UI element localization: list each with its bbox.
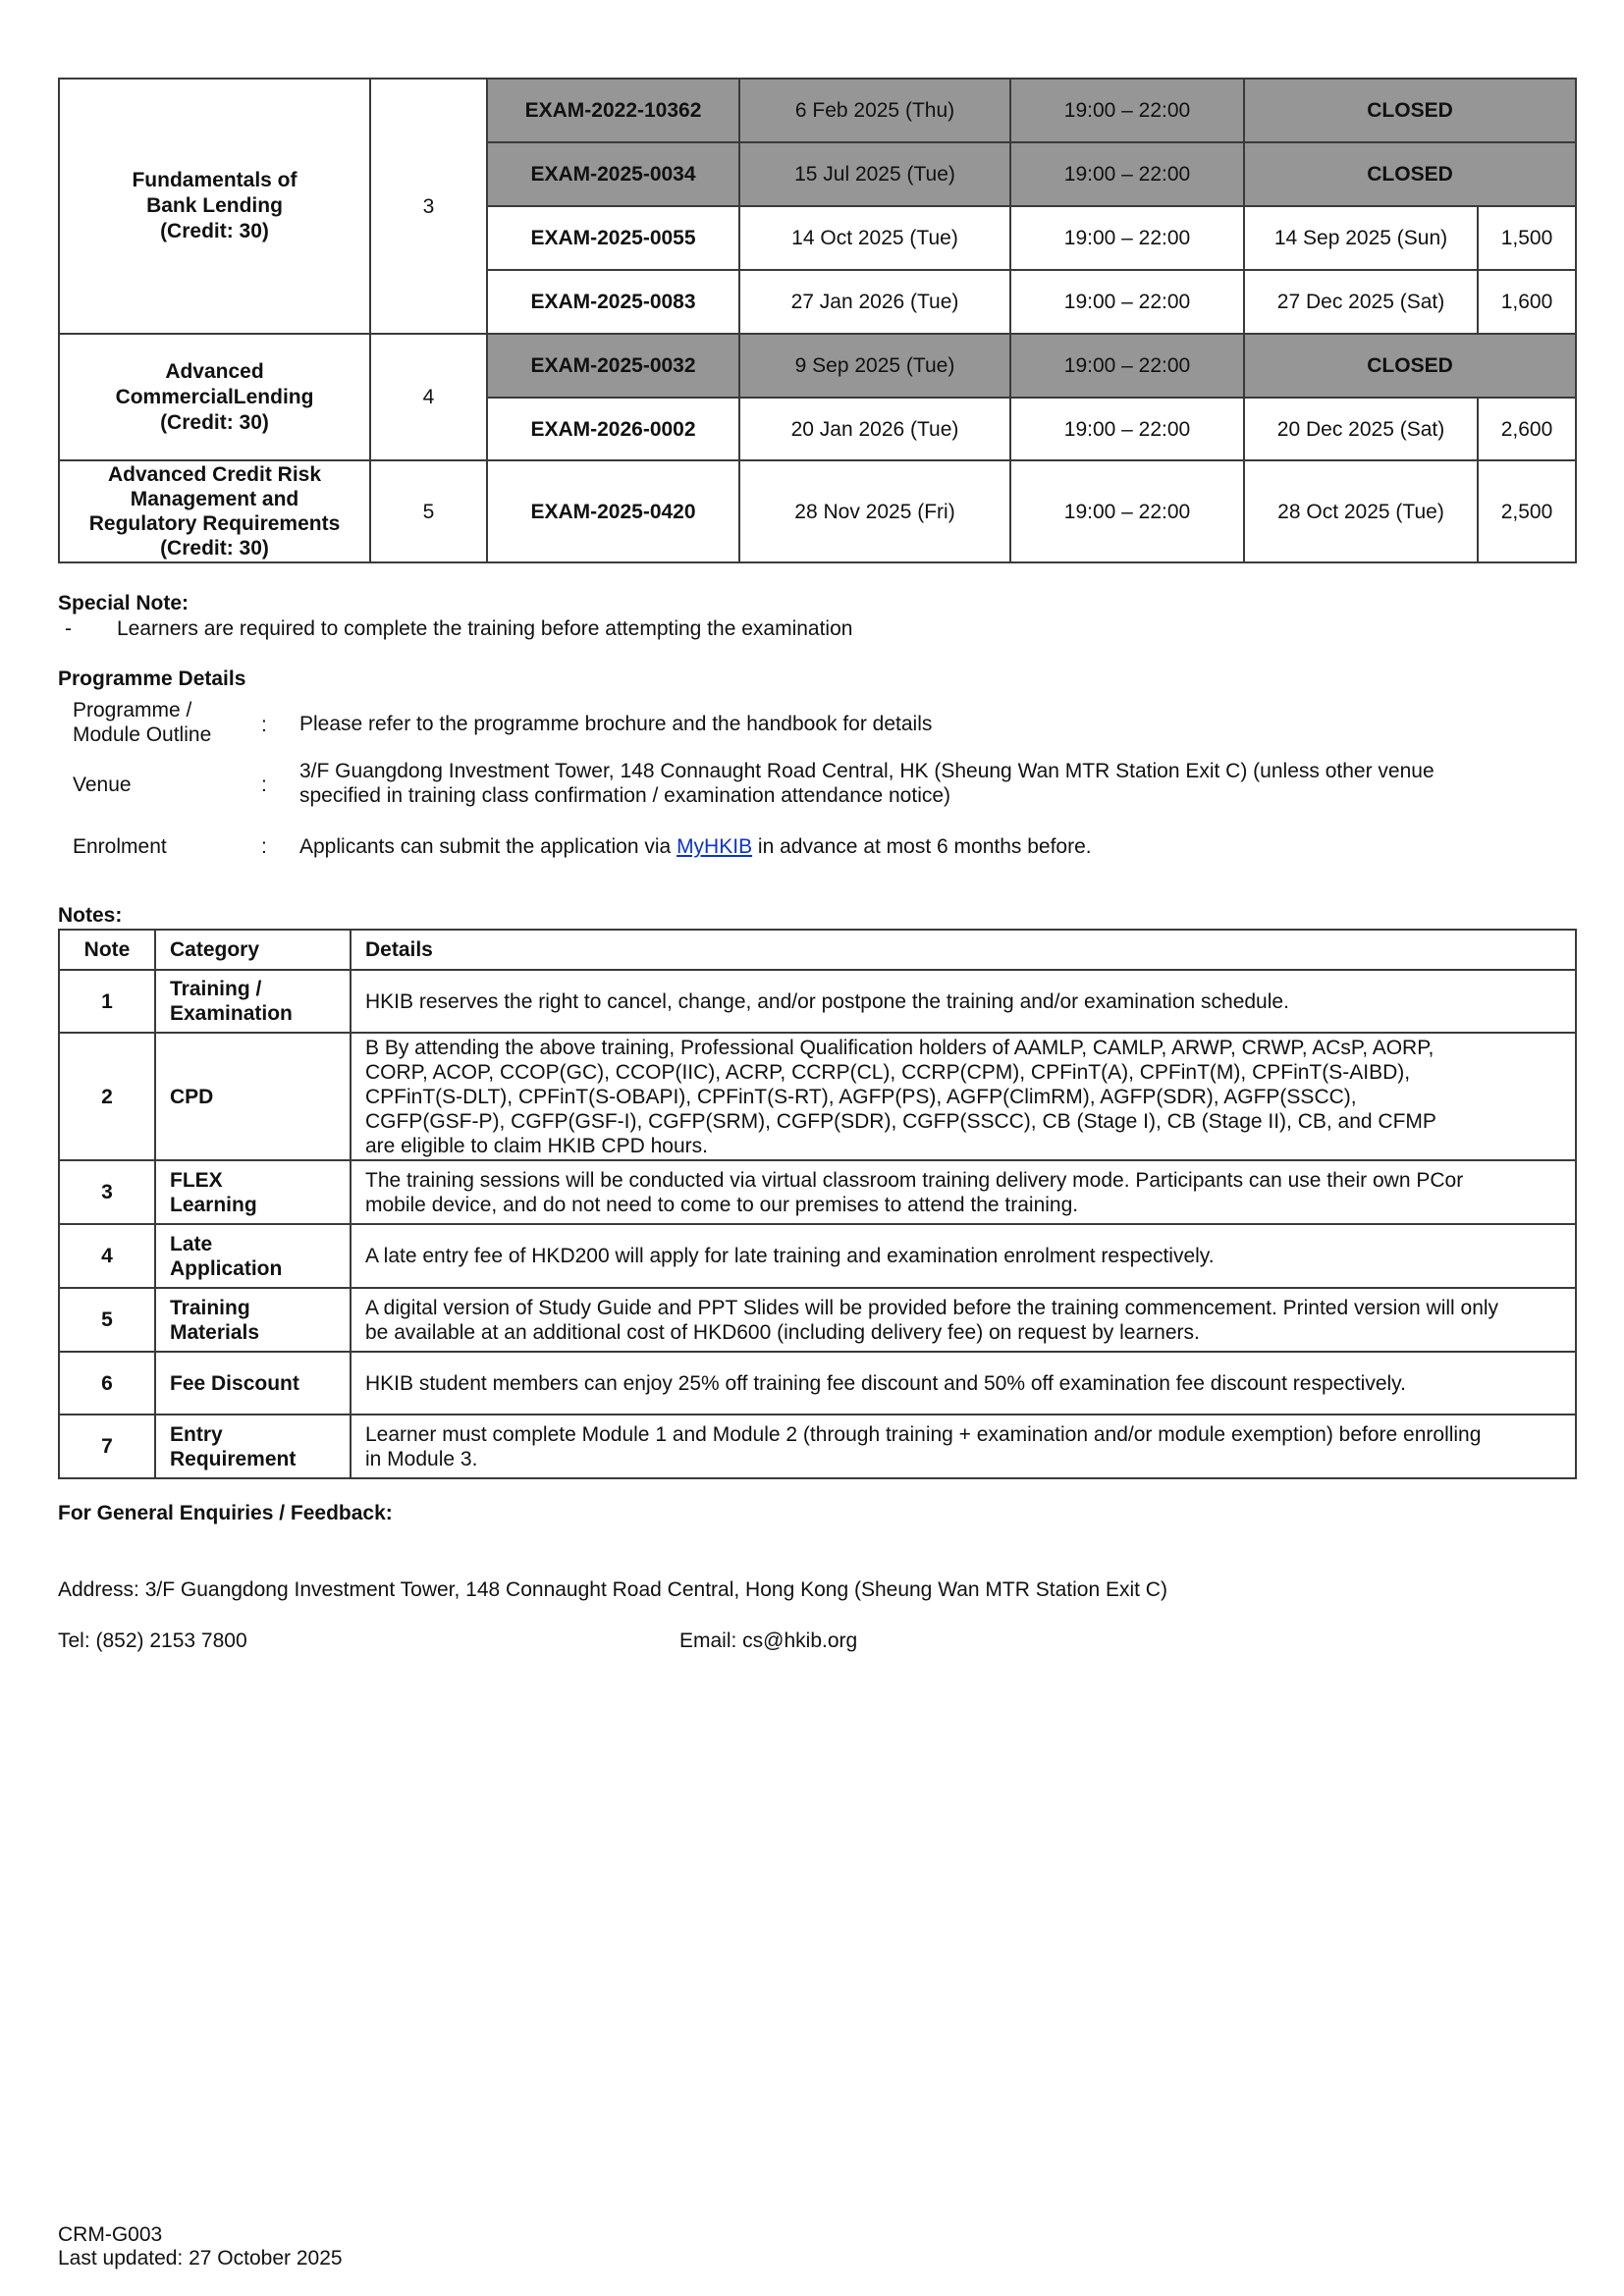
note-row	[59, 1224, 1576, 1288]
special-note-title: Special Note:	[58, 592, 189, 614]
exam-code: EXAM-2025-0034	[487, 142, 739, 206]
note-category: CPD	[155, 1033, 351, 1160]
note-category	[155, 1415, 351, 1478]
header-category: Category	[155, 930, 351, 970]
note-row	[59, 1352, 1576, 1415]
exam-fee: 2,500	[1478, 460, 1576, 562]
exam-date: 20 Jan 2026 (Tue)	[739, 398, 1010, 460]
outline-label-line: Programme /	[73, 699, 192, 721]
notes-title: Notes:	[58, 904, 123, 927]
exam-time: 19:00 – 22:00	[1010, 398, 1244, 460]
note-row	[59, 1160, 1576, 1224]
exam-time: 19:00 – 22:00	[1010, 142, 1244, 206]
exam-code: EXAM-2022-10362	[487, 79, 739, 142]
details-line: mobile device, and do not need to come to our premises to attend the training.	[365, 1193, 1079, 1216]
note-number: 1	[59, 970, 155, 1033]
note-category	[155, 1224, 351, 1288]
category-line: Entry	[170, 1422, 223, 1446]
header-note: Note	[59, 930, 155, 970]
outline-label-line: Module Outline	[73, 723, 212, 746]
category-line: Late	[170, 1232, 213, 1255]
enrolment-text: Applicants can submit the application via	[299, 835, 677, 858]
exam-row	[59, 334, 1576, 398]
notes-table	[58, 929, 1577, 1479]
document-code: CRM-G003	[58, 2223, 163, 2246]
venue-separator: :	[261, 774, 267, 796]
module-name-line: Regulatory Requirements	[88, 512, 341, 535]
category-line: Application	[170, 1256, 283, 1280]
exam-date: 28 Nov 2025 (Fri)	[739, 460, 1010, 562]
application-deadline: 28 Oct 2025 (Tue)	[1244, 460, 1478, 562]
exam-code: EXAM-2025-0032	[487, 334, 739, 398]
note-details: A late entry fee of HKD200 will apply for late training and examination enrolment respectively.	[351, 1224, 1576, 1288]
exam-code: EXAM-2025-0055	[487, 206, 739, 270]
venue-line: 3/F Guangdong Investment Tower, 148 Connaught Road Central, HK (Sheung Wan MTR Station Exit C) (unless other venue	[299, 760, 1435, 782]
outline-label	[73, 698, 211, 747]
exam-code: EXAM-2026-0002	[487, 398, 739, 460]
details-line: be available at an additional cost of HKD600 (including delivery fee) on request by learners.	[365, 1320, 1200, 1344]
myhkib-link[interactable]: MyHKIB	[677, 835, 753, 858]
enrolment-text: in advance at most 6 months before.	[752, 835, 1092, 858]
module-name-line: CommercialLending	[115, 385, 314, 408]
note-category	[155, 1288, 351, 1352]
category-line: Training	[170, 1296, 250, 1319]
note-category	[155, 970, 351, 1033]
note-details: HKIB reserves the right to cancel, change, and/or postpone the training and/or examination schedule.	[351, 970, 1576, 1033]
enrolment-separator: :	[261, 835, 267, 858]
header-details: Details	[351, 930, 1576, 970]
module-credit: (Credit: 30)	[160, 537, 269, 560]
module-name-cell	[59, 79, 370, 334]
exam-fee: 2,600	[1478, 398, 1576, 460]
closed-status: CLOSED	[1244, 79, 1576, 142]
exam-date: 9 Sep 2025 (Tue)	[739, 334, 1010, 398]
exam-code: EXAM-2025-0083	[487, 270, 739, 334]
note-number: 4	[59, 1224, 155, 1288]
notes-header-row	[59, 930, 1576, 970]
category-line: Training /	[170, 978, 262, 1000]
note-number: 2	[59, 1033, 155, 1160]
exam-date: 27 Jan 2026 (Tue)	[739, 270, 1010, 334]
note-number: 3	[59, 1160, 155, 1224]
note-details	[351, 1160, 1576, 1224]
bullet-dash: -	[65, 617, 72, 640]
details-line: A digital version of Study Guide and PPT Slides will be provided before the training commencement. Printed version will only	[365, 1296, 1499, 1319]
details-line: B By attending the above training, Professional Qualification holders of AAMLP, CAMLP, ARWP, CRWP, ACsP, AORP,	[365, 1036, 1435, 1059]
exam-time: 19:00 – 22:00	[1010, 79, 1244, 142]
details-line: CGFP(GSF-P), CGFP(GSF-I), CGFP(SRM), CGFP(SDR), CGFP(SSCC), CB (Stage I), CB (Stage II), CB, and CFMP	[365, 1109, 1436, 1133]
enrolment-label: Enrolment	[73, 835, 167, 858]
module-number: 5	[370, 460, 487, 562]
exam-row	[59, 79, 1576, 142]
module-name-line: Advanced	[165, 359, 264, 383]
note-category	[155, 1160, 351, 1224]
module-name-line: Bank Lending	[146, 194, 283, 217]
module-credit: (Credit: 30)	[160, 220, 269, 242]
exam-schedule-table	[58, 78, 1577, 563]
note-details: HKIB student members can enjoy 25% off training fee discount and 50% off examination fee discount respectively.	[351, 1352, 1576, 1415]
last-updated: Last updated: 27 October 2025	[58, 2247, 343, 2269]
closed-status: CLOSED	[1244, 142, 1576, 206]
outline-separator: :	[261, 714, 267, 736]
note-number: 7	[59, 1415, 155, 1478]
enrolment-value	[299, 834, 1092, 859]
exam-time: 19:00 – 22:00	[1010, 206, 1244, 270]
module-number: 3	[370, 79, 487, 334]
venue-label: Venue	[73, 774, 132, 796]
application-deadline: 20 Dec 2025 (Sat)	[1244, 398, 1478, 460]
category-line: Materials	[170, 1320, 260, 1344]
exam-time: 19:00 – 22:00	[1010, 270, 1244, 334]
venue-line: specified in training class confirmation / examination attendance notice)	[299, 784, 951, 807]
module-name-cell	[59, 460, 370, 562]
module-name-cell	[59, 334, 370, 460]
exam-date: 15 Jul 2025 (Tue)	[739, 142, 1010, 206]
details-line: Learner must complete Module 1 and Module 2 (through training + examination and/or module exemption) before enrolling	[365, 1422, 1482, 1446]
note-details	[351, 1415, 1576, 1478]
note-number: 6	[59, 1352, 155, 1415]
details-line: The training sessions will be conducted via virtual classroom training delivery mode. Participants can use their own PCor	[365, 1168, 1464, 1192]
exam-time: 19:00 – 22:00	[1010, 334, 1244, 398]
note-row	[59, 1033, 1576, 1160]
note-details	[351, 1033, 1576, 1160]
module-name-line: Management and	[130, 488, 299, 510]
details-line: in Module 3.	[365, 1447, 478, 1470]
exam-date: 14 Oct 2025 (Tue)	[739, 206, 1010, 270]
special-note-text: Learners are required to complete the training before attempting the examination	[117, 617, 853, 640]
exam-code: EXAM-2025-0420	[487, 460, 739, 562]
enquiries-email: Email: cs@hkib.org	[679, 1629, 858, 1652]
details-line: are eligible to claim HKIB CPD hours.	[365, 1134, 708, 1157]
note-row	[59, 1415, 1576, 1478]
category-line: Examination	[170, 1002, 293, 1025]
note-row	[59, 1288, 1576, 1352]
module-name-line: Advanced Credit Risk	[107, 463, 322, 486]
category-line: FLEX	[170, 1168, 223, 1192]
note-number: 5	[59, 1288, 155, 1352]
category-line: Learning	[170, 1193, 257, 1216]
category-line: Requirement	[170, 1447, 297, 1470]
exam-row	[59, 460, 1576, 562]
details-line: CPFinT(S-DLT), CPFinT(S-OBAPI), CPFinT(S-RT), AGFP(PS), AGFP(ClimRM), AGFP(SDR), AGFP(SSCC),	[365, 1085, 1357, 1108]
application-deadline: 14 Sep 2025 (Sun)	[1244, 206, 1478, 270]
note-details	[351, 1288, 1576, 1352]
enquiries-address: Address: 3/F Guangdong Investment Tower, 148 Connaught Road Central, Hong Kong (Sheung Wan MTR Station Exit C)	[58, 1578, 1167, 1601]
exam-time: 19:00 – 22:00	[1010, 460, 1244, 562]
programme-details-title: Programme Details	[58, 667, 246, 690]
exam-fee: 1,500	[1478, 206, 1576, 270]
module-credit: (Credit: 30)	[160, 410, 269, 434]
enquiries-tel: Tel: (852) 2153 7800	[58, 1629, 247, 1652]
application-deadline: 27 Dec 2025 (Sat)	[1244, 270, 1478, 334]
outline-value: Please refer to the programme brochure and the handbook for details	[299, 713, 933, 735]
enquiries-title: For General Enquiries / Feedback:	[58, 1502, 393, 1524]
closed-status: CLOSED	[1244, 334, 1576, 398]
module-number: 4	[370, 334, 487, 460]
venue-value	[299, 759, 1435, 808]
note-category: Fee Discount	[155, 1352, 351, 1415]
exam-fee: 1,600	[1478, 270, 1576, 334]
note-row	[59, 970, 1576, 1033]
details-line: CORP, ACOP, CCOP(GC), CCOP(IIC), ACRP, CCRP(CL), CCRP(CPM), CPFinT(A), CPFinT(M), CPFinT(S-AIBD),	[365, 1060, 1411, 1084]
module-name-line: Fundamentals of	[132, 169, 298, 191]
exam-date: 6 Feb 2025 (Thu)	[739, 79, 1010, 142]
